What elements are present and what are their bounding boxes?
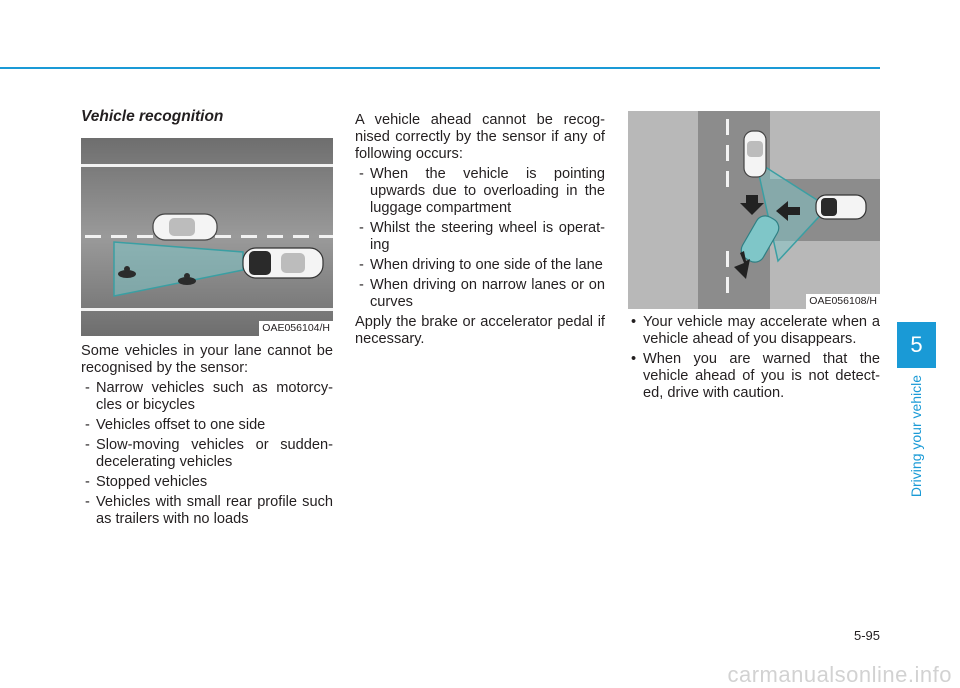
caution-bullet-list — [628, 314, 880, 402]
road-edge-line — [81, 308, 333, 311]
intersection-illustration — [628, 111, 880, 309]
middle-intro: A vehicle ahead cannot be recog-nised correctly by the sensor if any of following occurs: — [355, 112, 605, 162]
list-item: - Stopped vehicles — [81, 474, 333, 491]
list-item: - When driving on narrow lanes or on curves — [355, 277, 605, 311]
figure-code: OAE056108/H — [806, 294, 880, 309]
list-item: - Whilst the steering wheel is operat-ing — [355, 220, 605, 254]
intersection-diagram — [628, 111, 880, 309]
own-car-icon — [243, 248, 323, 278]
left-column — [81, 108, 333, 125]
figure-code: OAE056104/H — [259, 321, 333, 336]
list-item: - Vehicles with small rear profile such as trailers with no loads — [81, 494, 333, 528]
list-item: - Slow-moving vehicles or sudden-decelerating vehicles — [81, 437, 333, 471]
left-column-text — [81, 343, 333, 531]
vehicle-recognition-illustration — [81, 138, 333, 336]
list-item: - When the vehicle is pointing upwards due to overloading in the luggage compartment — [355, 166, 605, 217]
section-heading: Vehicle recognition — [81, 108, 224, 125]
list-item: - Narrow vehicles such as motorcy-cles or bicycles — [81, 380, 333, 414]
car-ahead-icon — [744, 131, 766, 177]
middle-outro: Apply the brake or accelerator pedal if necessary. — [355, 314, 605, 347]
list-item: - When driving to one side of the lane — [355, 257, 605, 274]
chapter-number: 5 — [910, 332, 923, 357]
chapter-title — [904, 376, 928, 496]
misrecognition-conditions-list — [355, 166, 605, 311]
unrecognised-vehicles-list — [81, 380, 333, 528]
road-edge-line — [81, 164, 333, 167]
list-item: • When you are warned that the vehicle ahead of you is not detect-ed, drive with caution. — [628, 351, 880, 402]
list-item: - Vehicles offset to one side — [81, 417, 333, 434]
chapter-title-text: Driving your vehicle — [908, 374, 925, 498]
chapter-number-tab — [897, 322, 936, 368]
list-item: • Your vehicle may accelerate when a vehicle ahead of you disappears. — [628, 314, 880, 348]
page-number: 5-95 — [853, 628, 880, 643]
road-diagram — [81, 138, 333, 336]
watermark: carmanualsonline.info — [727, 662, 952, 687]
header-rule — [0, 67, 880, 69]
car-offset-icon — [153, 214, 217, 240]
left-intro: Some vehicles in your lane cannot be recognised by the sensor: — [81, 343, 333, 376]
crossing-car-icon — [816, 195, 866, 219]
middle-column — [355, 112, 605, 348]
right-column-text — [628, 314, 880, 405]
